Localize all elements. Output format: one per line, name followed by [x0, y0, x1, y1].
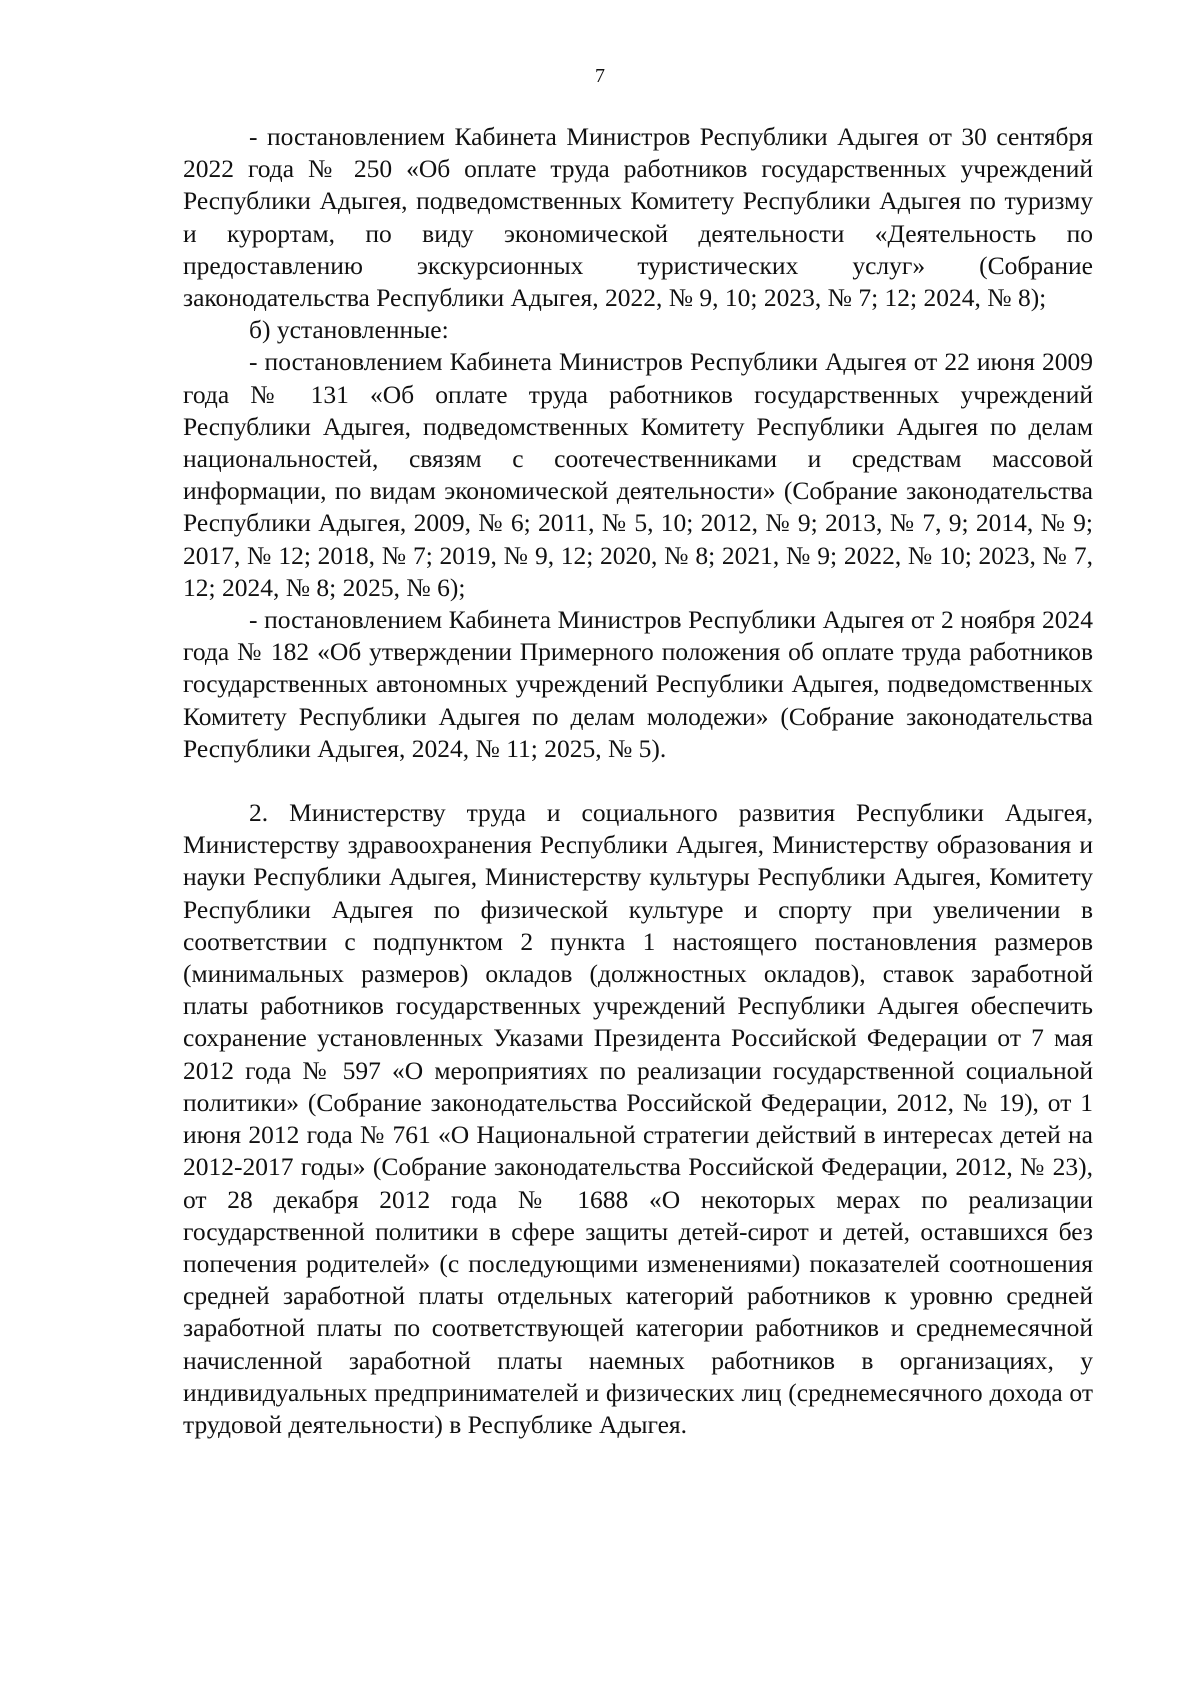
paragraph-clause-2: 2. Министерству труда и социального развития Республики Адыгея, Министерству здравоохранения Республики Адыгея, Министерству образования и науки Республики Адыгея, Министерству культуры Республики Адыгея, Комитету Республики Адыгея по физической культуре и спорту при увеличении в соответствии с подпунктом 2 пункта 1 настоящего постановления размеров (минимальных размеров) окладов (должностных окладов), ставок заработной платы работников государственных учреждений Республики Адыгея обеспечить сохранение установленных Указами Президента Российской Федерации от 7 мая 2012 года № 597 «О мероприятиях по реализации государственной социальной политики» (Собрание законодательства Российской Федерации, 2012, № 19), от 1 июня 2012 года № 761 «О Национальной стратегии действий в интересах детей на 2012-2017 годы» (Собрание законодательства Российской Федерации, 2012, № 23), от 28 декабря 2012 года № 1688 «О некоторых мерах по реализации государственной политики в сфере защиты детей-сирот и детей, оставшихся без попечения родителей» (с последующими изменениями) показателей соотношения средней заработной платы отдельных категорий работников к уровню средней заработной платы по соответствующей категории работников и среднемесячной начисленной заработной платы наемных работников в организациях, у индивидуальных предпринимателей и физических лиц (среднемесячного дохода от трудовой деятельности) в Республике Адыгея.	[183, 798, 1093, 1439]
page-number: 7	[595, 65, 605, 87]
paragraph-resolution-182: - постановлением Кабинета Министров Республики Адыгея от 2 ноября 2024 года № 182 «Об утверждении Примерного положения об оплате труда работников государственных автономных учреждений Республики Адыгея, подведомственных Комитету Республики Адыгея по делам молодежи» (Собрание законодательства Республики Адыгея, 2024, № 11; 2025, № 5).	[183, 605, 1093, 763]
document-body	[183, 121, 1093, 1441]
paragraph-item-b-heading: б) установленные:	[249, 315, 449, 345]
paragraph-resolution-131: - постановлением Кабинета Министров Республики Адыгея от 22 июня 2009 года № 131 «Об оплате труда работников государственных учреждений Республики Адыгея, подведомственных Комитету Республики Адыгея по делам национальностей, связям с соотечественниками и средствам массовой информации, по видам экономической деятельности» (Собрание законодательства Республики Адыгея, 2009, № 6; 2011, № 5, 10; 2012, № 9; 2013, № 7, 9; 2014, № 9; 2017, № 12; 2018, № 7; 2019, № 9, 12; 2020, № 8; 2021, № 9; 2022, № 10; 2023, № 7, 12; 2024, № 8; 2025, № 6);	[183, 347, 1093, 602]
paragraph-resolution-250: - постановлением Кабинета Министров Республики Адыгея от 30 сентября 2022 года № 250 «Об оплате труда работников государственных учреждений Республики Адыгея, подведомственных Комитету Республики Адыгея по туризму и курортам, по виду экономической деятельности «Деятельность по предоставлению экскурсионных туристических услуг» (Собрание законодательства Республики Адыгея, 2022, № 9, 10; 2023, № 7; 12; 2024, № 8);	[183, 122, 1093, 313]
